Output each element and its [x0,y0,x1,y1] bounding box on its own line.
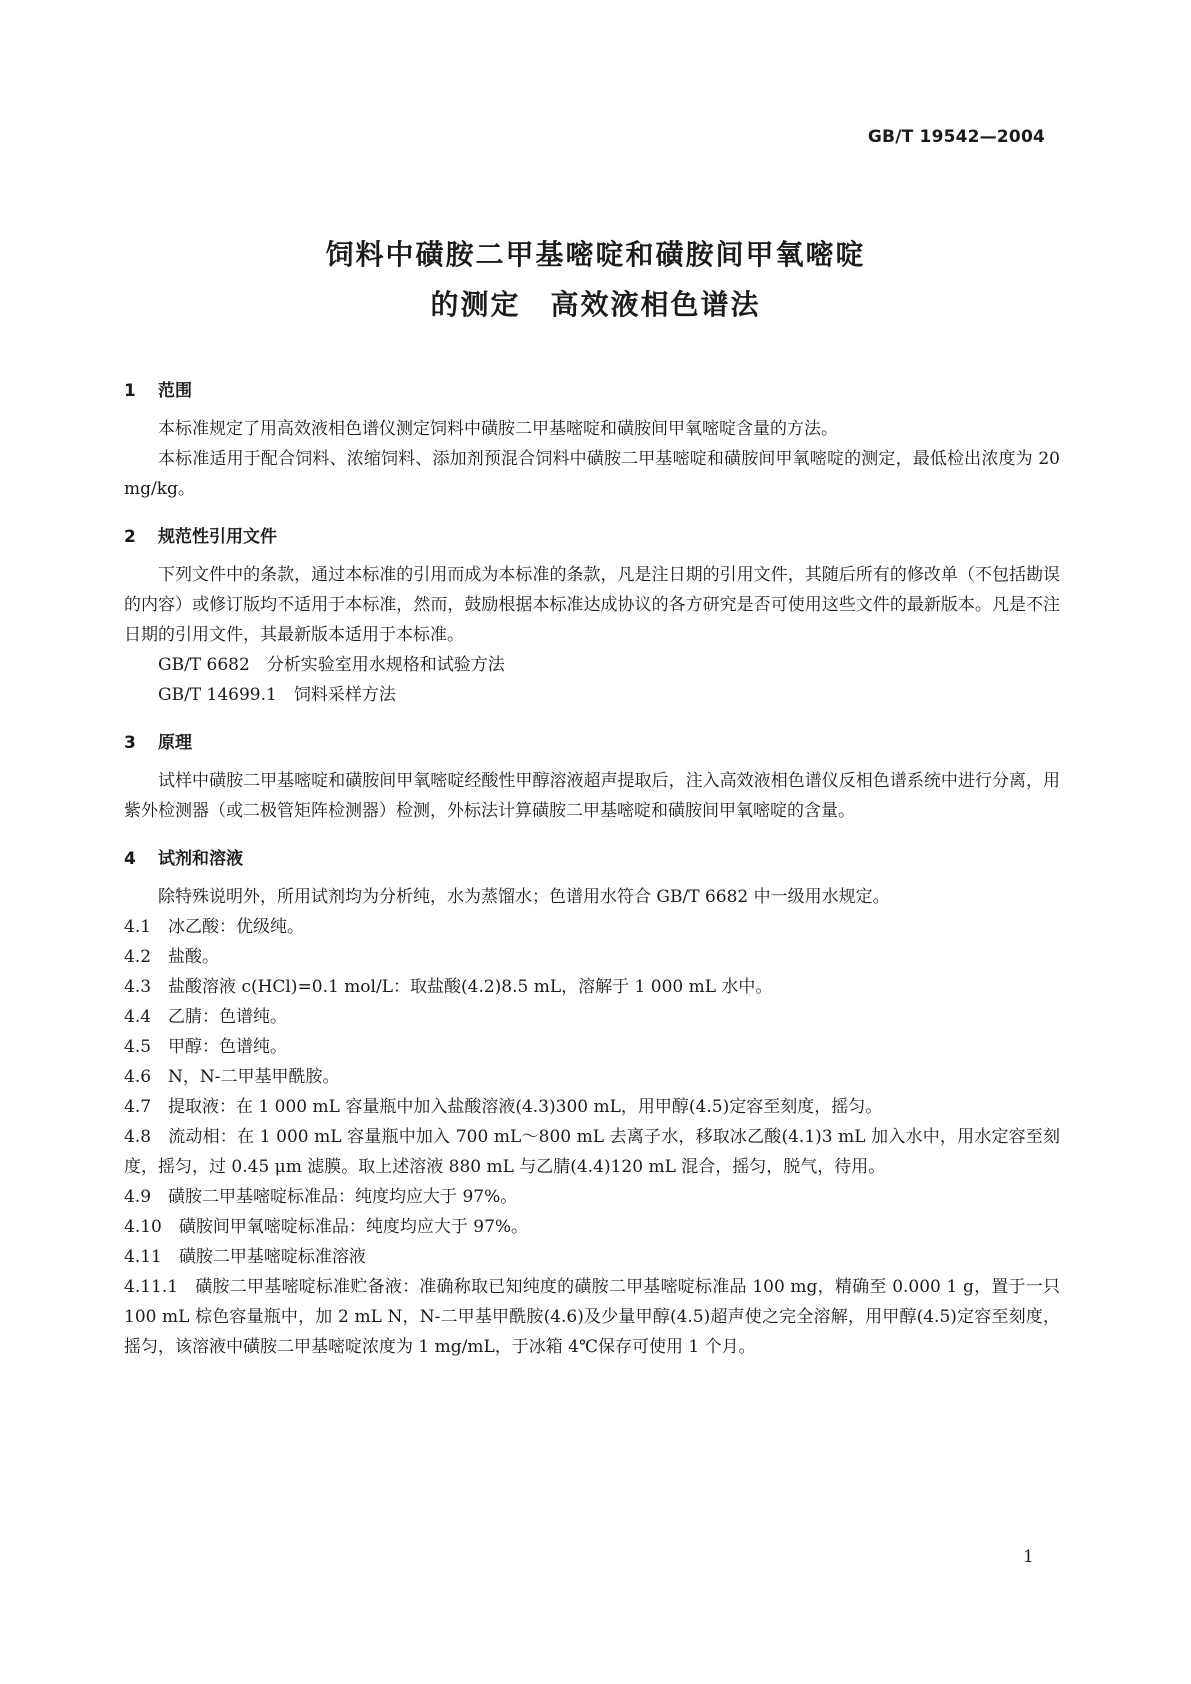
section-heading-principle [124,728,1060,758]
clause-4-1 [124,912,1060,942]
section-heading-reagents [124,844,1060,874]
clause-4-11 [124,1242,1060,1272]
clause-number: 4.11.1 [124,1277,179,1297]
clause-number: 4.7 [124,1097,152,1117]
section-number: 2 [124,527,136,547]
clause-4-11-1 [124,1272,1060,1362]
clause-text: 磺胺二甲基嘧啶标准溶液 [178,1247,366,1267]
clause-number: 4.8 [124,1127,152,1147]
reference-entry: GB/T 6682 分析实验室用水规格和试验方法 [158,655,505,675]
paragraph: 除特殊说明外，所用试剂均为分析纯，水为蒸馏水；色谱用水符合 GB/T 6682 中一级用水规定。 [158,887,890,907]
clause-4-4 [124,1002,1060,1032]
clause-text: 盐酸溶液 c(HCl)=0.1 mol/L：取盐酸(4.2)8.5 mL，溶解于 1 000 mL 水中。 [168,977,773,997]
section-title: 范围 [158,381,192,401]
standard-number: GB/T 19542—2004 [867,127,1045,147]
clause-number: 4.4 [124,1007,152,1027]
clause-number: 4.10 [124,1217,162,1237]
clause-text: N，N-二甲基甲酰胺。 [168,1067,340,1087]
title-line-2: 的测定 高效液相色谱法 [430,288,761,321]
clause-text: 提取液：在 1 000 mL 容量瓶中加入盐酸溶液(4.3)300 mL，用甲醇(4.5)定容至刻度，摇匀。 [168,1097,883,1117]
document-body [124,376,1060,1362]
clause-4-8 [124,1122,1060,1182]
section-title: 规范性引用文件 [158,527,277,547]
clause-text: 盐酸。 [168,947,220,967]
clause-text: 冰乙酸：优级纯。 [168,917,305,937]
section-title: 原理 [158,733,192,753]
clause-number: 4.2 [124,947,152,967]
clause-4-5 [124,1032,1060,1062]
clause-text: 乙腈：色谱纯。 [168,1007,288,1027]
section-title: 试剂和溶液 [158,849,243,869]
clause-4-6 [124,1062,1060,1092]
page-number: 1 [1023,1547,1034,1567]
clause-number: 4.6 [124,1067,152,1087]
clause-text: 流动相：在 1 000 mL 容量瓶中加入 700 mL～800 mL 去离子水，移取冰乙酸(4.1)3 mL 加入水中，用水定容至刻度，摇匀，过 0.45 μm 滤膜。取上述溶液 880 mL 与乙腈(4.4)120 mL 混合，摇匀，脱气，待用。 [124,1127,1060,1177]
clause-4-10 [124,1212,1060,1242]
clause-4-2 [124,942,1060,972]
section-heading-scope [124,376,1060,406]
paragraph: 试样中磺胺二甲基嘧啶和磺胺间甲氧嘧啶经酸性甲醇溶液超声提取后，注入高效液相色谱仪反相色谱系统中进行分离，用紫外检测器（或二极管矩阵检测器）检测，外标法计算磺胺二甲基嘧啶和磺胺间甲氧嘧啶的含量。 [124,771,1060,821]
clause-text: 磺胺二甲基嘧啶标准贮备液：准确称取已知纯度的磺胺二甲基嘧啶标准品 100 mg，精确至 0.000 1 g，置于一只 100 mL 棕色容量瓶中，加 2 mL N，N-二甲基甲酰胺(4.6)及少量甲醇(4.5)超声使之完全溶解，用甲醇(4.5)定容至刻度，摇匀，该溶液中磺胺二甲基嘧啶浓度为 1 mg/mL，于冰箱 4℃保存可使用 1 个月。 [124,1277,1060,1357]
paragraph: 下列文件中的条款，通过本标准的引用而成为本标准的条款，凡是注日期的引用文件，其随后所有的修改单（不包括勘误的内容）或修订版均不适用于本标准，然而，鼓励根据本标准达成协议的各方研究是否可使用这些文件的最新版本。凡是不注日期的引用文件，其最新版本适用于本标准。 [124,565,1060,645]
section-heading-normative-references [124,522,1060,552]
section-number: 3 [124,733,136,753]
clause-number: 4.3 [124,977,152,997]
reference-entry: GB/T 14699.1 饲料采样方法 [158,685,396,705]
paragraph: 本标准适用于配合饲料、浓缩饲料、添加剂预混合饲料中磺胺二甲基嘧啶和磺胺间甲氧嘧啶的测定，最低检出浓度为 20 mg/kg。 [124,449,1060,499]
paragraph: 本标准规定了用高效液相色谱仪测定饲料中磺胺二甲基嘧啶和磺胺间甲氧嘧啶含量的方法。 [158,419,838,439]
clause-text: 磺胺二甲基嘧啶标准品：纯度均应大于 97%。 [168,1187,518,1207]
document-title [0,230,1191,330]
section-number: 4 [124,849,136,869]
clause-number: 4.5 [124,1037,152,1057]
clause-text: 磺胺间甲氧嘧啶标准品：纯度均应大于 97%。 [178,1217,529,1237]
section-number: 1 [124,381,136,401]
clause-text: 甲醇：色谱纯。 [168,1037,288,1057]
clause-4-7 [124,1092,1060,1122]
title-line-1: 饲料中磺胺二甲基嘧啶和磺胺间甲氧嘧啶 [325,238,866,271]
clause-number: 4.11 [124,1247,162,1267]
clause-number: 4.9 [124,1187,152,1207]
clause-4-9 [124,1182,1060,1212]
clause-number: 4.1 [124,917,152,937]
clause-4-3 [124,972,1060,1002]
